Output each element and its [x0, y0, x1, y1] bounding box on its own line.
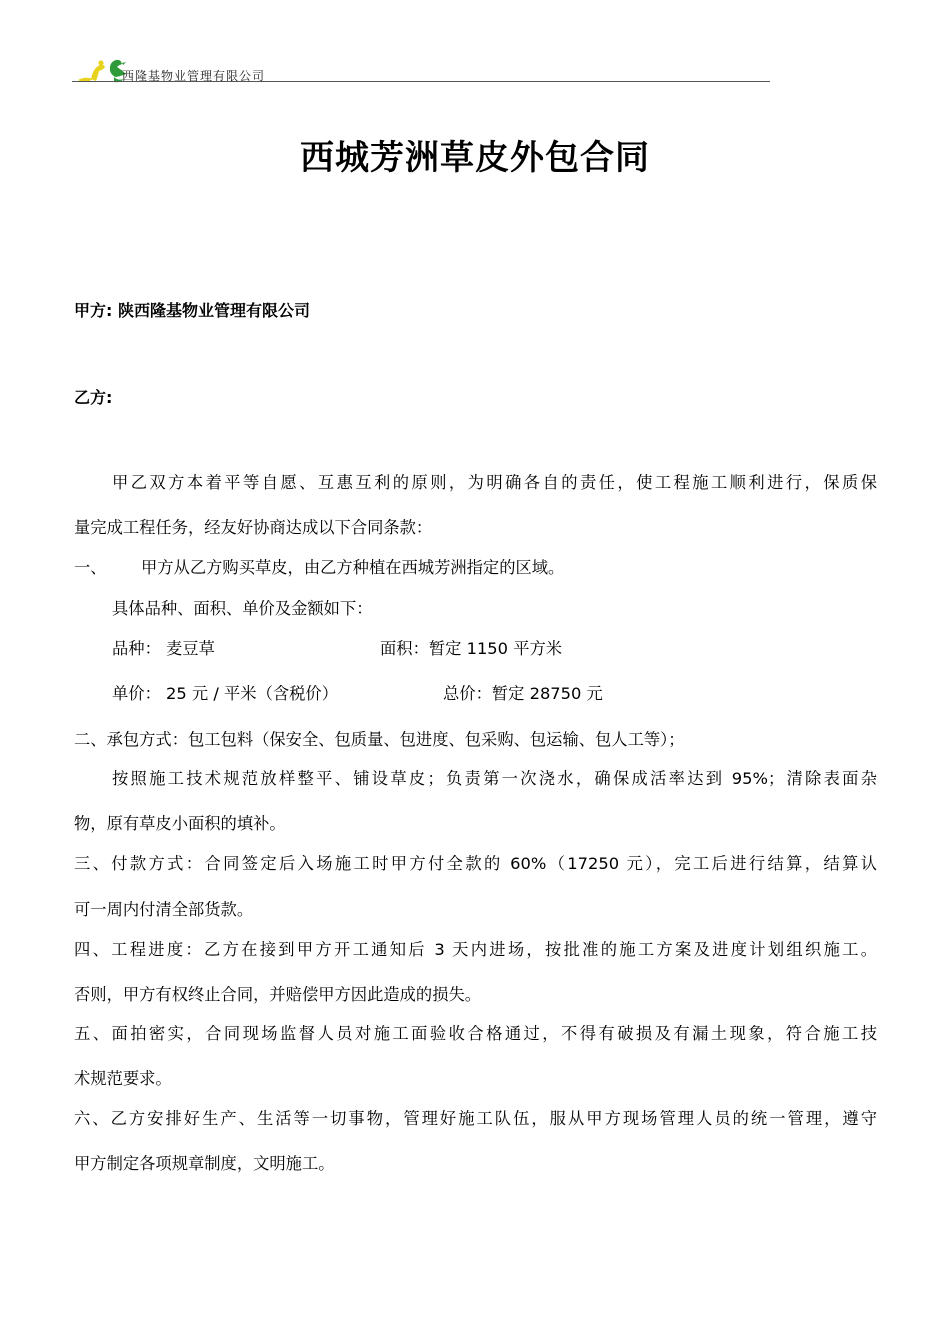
clause-6-line-2: 甲方制定各项规章制度，文明施工。 — [74, 1154, 335, 1173]
party-a: 甲方: 陕西隆基物业管理有限公司 — [74, 301, 310, 320]
clause-1-total: 总价：暂定 28750 元 — [443, 684, 603, 703]
clause-1-subheading: 具体品种、面积、单价及金额如下： — [112, 599, 373, 618]
clause-4-line-1: 四、工程进度：乙方在接到甲方开工通知后 3 天内进场，按批准的施工方案及进度计划组织施工。 — [74, 940, 877, 959]
document-title: 西城芳洲草皮外包合同 — [300, 138, 650, 178]
clause-1-number: 一、 — [74, 558, 107, 577]
page-header — [72, 54, 770, 84]
clause-6-line-1: 六、乙方安排好生产、生活等一切事物，管理好施工队伍，服从甲方现场管理人员的统一管理，遵守 — [74, 1109, 877, 1128]
clause-5-line-1: 五、面拍密实，合同现场监督人员对施工面验收合格通过，不得有破损及有漏土现象，符合施工技 — [74, 1024, 877, 1043]
party-b: 乙方: — [74, 388, 113, 407]
clause-2-line-2: 按照施工技术规范放样整平、铺设草皮；负责第一次浇水，确保成活率达到 95%；清除表面杂 — [112, 769, 877, 788]
clause-2-line-3: 物，原有草皮小面积的填补。 — [74, 814, 286, 833]
clause-5-line-2: 术规范要求。 — [74, 1069, 172, 1088]
clause-1-area: 面积：暂定 1150 平方米 — [380, 639, 563, 658]
clause-1-text: 甲方从乙方购买草皮，由乙方种植在西城芳洲指定的区域。 — [141, 558, 565, 577]
clause-4-line-2: 否则，甲方有权终止合同，并赔偿甲方因此造成的损失。 — [74, 985, 482, 1004]
header-company-name: 西隆基物业管理有限公司 — [122, 69, 266, 83]
clause-3-line-2: 可一周内付清全部货款。 — [74, 900, 254, 919]
clause-1-variety: 品种： 麦豆草 — [112, 639, 215, 658]
header-divider — [72, 81, 770, 82]
clause-3-line-1: 三、付款方式：合同签定后入场施工时甲方付全款的 60%（17250 元），完工后进行结算，结算认 — [74, 854, 877, 873]
intro-line-1: 甲乙双方本着平等自愿、互惠互利的原则，为明确各自的责任，使工程施工顺利进行，保质保 — [112, 473, 877, 492]
clause-1-unit-price: 单价： 25 元 / 平米（含税价） — [112, 684, 338, 703]
clause-2-line-1: 二、承包方式：包工包料（保安全、包质量、包进度、包采购、包运输、包人工等）； — [74, 730, 685, 749]
intro-line-2: 量完成工程任务，经友好协商达成以下合同条款： — [74, 518, 433, 537]
